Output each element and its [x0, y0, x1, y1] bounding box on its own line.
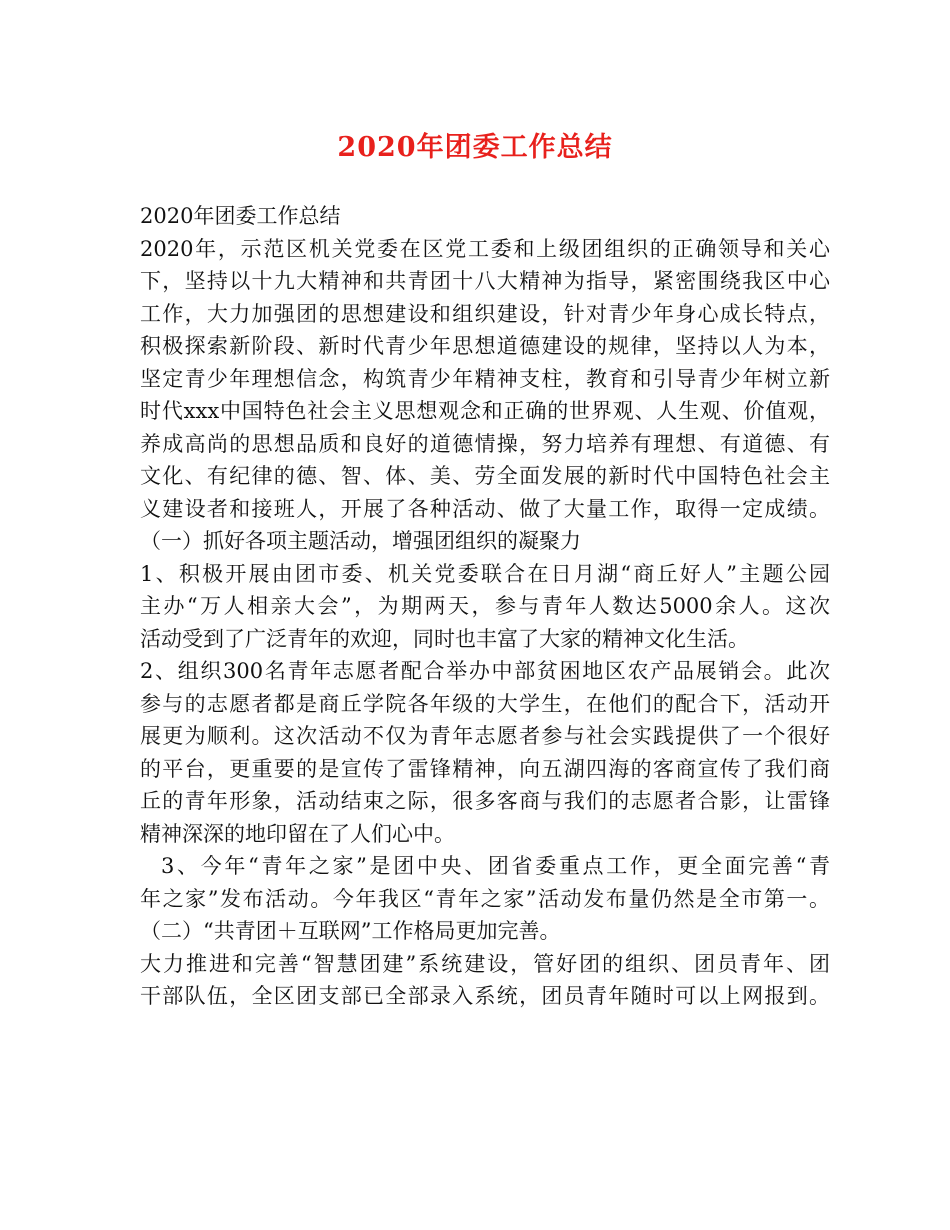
- paragraph-line: 积极探索新阶段、新时代青少年思想道德建设的规律，坚持以人为本，: [140, 334, 830, 358]
- paragraph-line: 义建设者和接班人，开展了各种活动、做了大量工作，取得一定成绩。: [140, 496, 830, 521]
- paragraph-line: 2、组织300名青年志愿者配合举办中部贫困地区农产品展销会。此次: [140, 659, 830, 683]
- paragraph-line: 丘的青年形象，活动结束之际，很多客商与我们的志愿者合影，让雷锋: [140, 789, 830, 813]
- paragraph-line: 3、今年“青年之家”是团中央、团省委重点工作，更全面完善“青: [161, 854, 830, 878]
- paragraph-line: 下，坚持以十九大精神和共青团十八大精神为指导，紧密围绕我区中心: [140, 269, 830, 293]
- paragraph-line: 2020年团委工作总结: [140, 204, 341, 228]
- paragraph-line: 活动受到了广泛青年的欢迎，同时也丰富了大家的精神文化生活。: [140, 626, 749, 651]
- document-title: 2020年团委工作总结: [337, 132, 613, 163]
- paragraph-line: 参与的志愿者都是商丘学院各年级的大学生，在他们的配合下，活动开: [140, 691, 830, 716]
- document-body: [140, 200, 830, 1013]
- paragraph-line: 的平台，更重要的是宣传了雷锋精神，向五湖四海的客商宣传了我们商: [140, 756, 830, 781]
- paragraph-line: 养成高尚的思想品质和良好的道德情操，努力培养有理想、有道德、有: [140, 431, 830, 456]
- paragraph-line: 2020年，示范区机关党委在区党工委和上级团组织的正确领导和关心: [140, 236, 830, 261]
- paragraph-line: 展更为顺利。这次活动不仅为青年志愿者参与社会实践提供了一个很好: [140, 724, 830, 748]
- paragraph-line: 坚定青少年理想信念，构筑青少年精神支柱，教育和引导青少年树立新: [140, 366, 830, 391]
- paragraph-line: 年之家”发布活动。今年我区“青年之家”活动发布量仍然是全市第一。: [140, 886, 830, 911]
- section-heading: （一）抓好各项主题活动，增强团组织的凝聚力: [140, 529, 581, 553]
- paragraph-line: 干部队伍，全区团支部已全部录入系统，团员青年随时可以上网报到。: [140, 984, 830, 1008]
- paragraph-line: 主办“万人相亲大会”，为期两天，参与青年人数达5000余人。这次: [140, 594, 830, 618]
- paragraph-line: 时代xxx中国特色社会主义思想观念和正确的世界观、人生观、价值观，: [140, 399, 830, 423]
- paragraph-line: 大力推进和完善“智慧团建”系统建设，管好团的组织、团员青年、团: [140, 951, 830, 976]
- paragraph-line: 工作，大力加强团的思想建设和组织建设，针对青少年身心成长特点，: [140, 301, 830, 326]
- section-heading: （二）“共青团＋互联网”工作格局更加完善。: [140, 919, 561, 943]
- paragraph-line: 文化、有纪律的德、智、体、美、劳全面发展的新时代中国特色社会主: [140, 464, 830, 488]
- paragraph-line: 精神深深的地印留在了人们心中。: [140, 821, 455, 846]
- paragraph-line: 1、积极开展由团市委、机关党委联合在日月湖“商丘好人”主题公园: [140, 561, 830, 586]
